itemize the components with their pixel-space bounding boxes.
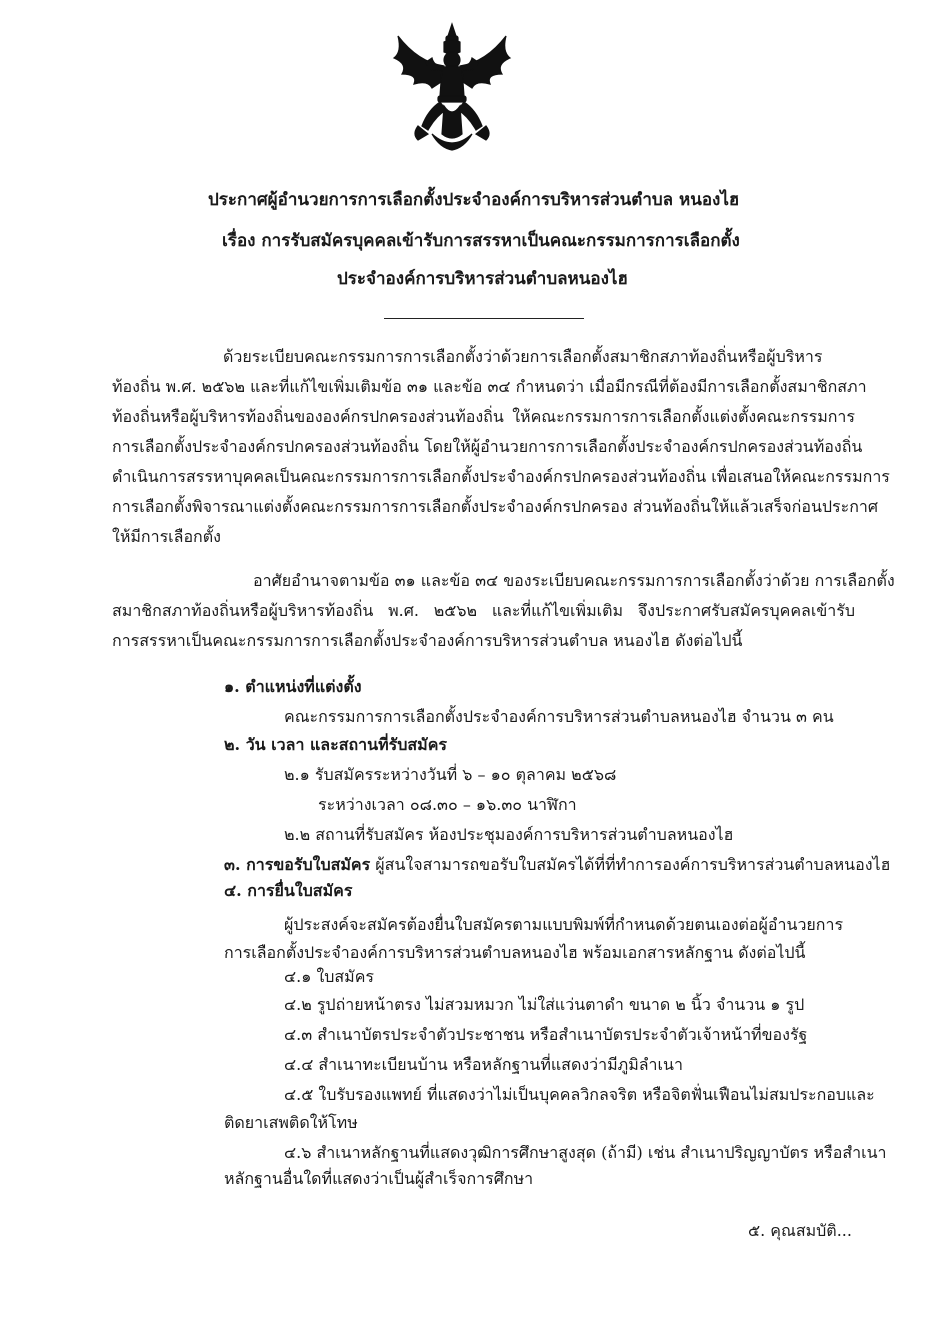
announcement-title: ประกาศผู้อำนวยการการเลือกตั้งประจำองค์การบริหารส่วนตำบล หนองไฮ — [208, 190, 740, 210]
title-divider — [384, 318, 584, 319]
para1-line: การเลือกตั้งพิจารณาแต่งตั้งคณะกรรมการการเลือกตั้งประจำองค์กรปกครอง ส่วนท้องถิ่นให้แล้วเสร็จก่อนประกาศ — [112, 497, 879, 516]
section2-heading: ๒. วัน เวลา และสถานที่รับสมัคร — [224, 735, 447, 754]
section4-item: ๔.๒ รูปถ่ายหน้าตรง ไม่สวมหมวก ไม่ใส่แว่นตาดำ ขนาด ๒ นิ้ว จำนวน ๑ รูป — [284, 995, 805, 1014]
section4-item: ๔.๑ ใบสมัคร — [284, 967, 375, 986]
para1-line: การเลือกตั้งประจำองค์กรปกครองส่วนท้องถิ่น โดยให้ผู้อำนวยการการเลือกตั้งประจำองค์กรปกครองส่วนท้องถิ่น — [112, 437, 863, 456]
para2-line: อาศัยอำนาจตามข้อ ๓๑ และข้อ ๓๔ ของระเบียบคณะกรรมการการเลือกตั้งว่าด้วย การเลือกตั้ง — [253, 571, 895, 590]
section4-item5-cont: ติดยาเสพติดให้โทษ — [224, 1113, 358, 1132]
para1-line: ท้องถิ่นหรือผู้บริหารท้องถิ่นขององค์กรปกครองส่วนท้องถิ่น ให้คณะกรรมการการเลือกตั้งแต่งตั้งคณะกรรมการ — [112, 407, 855, 426]
announcement-subject: เรื่อง การรับสมัครบุคคลเข้ารับการสรรหาเป็นคณะกรรมการการเลือกตั้ง — [222, 231, 740, 251]
section3-heading: ๓. การขอรับใบสมัคร — [224, 855, 371, 874]
section3-body: ผู้สนใจสามารถขอรับใบสมัครได้ที่ที่ทำการองค์การบริหารส่วนตำบลหนองไฮ — [370, 855, 891, 874]
para1-line: ให้มีการเลือกตั้ง — [112, 527, 221, 546]
section4-item5: ๔.๕ ใบรับรองแพทย์ ที่แสดงว่าไม่เป็นบุคคลวิกลจริต หรือจิตฟั่นเฟือนไม่สมประกอบและ — [284, 1085, 875, 1104]
section4-item6: ๔.๖ สำเนาหลักฐานที่แสดงวุฒิการศึกษาสูงสุด (ถ้ามี) เช่น สำเนาปริญญาบัตร หรือสำเนา — [284, 1143, 887, 1162]
section4-item: ๔.๔ สำเนาทะเบียนบ้าน หรือหลักฐานที่แสดงว่ามีภูมิลำเนา — [284, 1055, 683, 1074]
para2-line: สมาชิกสภาท้องถิ่นหรือผู้บริหารท้องถิ่น พ.ศ. ๒๕๖๒ และที่แก้ไขเพิ่มเติม จึงประกาศรับสมัครบุคคลเข้ารับ — [112, 601, 855, 620]
section2-item2: ๒.๒ สถานที่รับสมัคร ห้องประชุมองค์การบริหารส่วนตำบลหนองไฮ — [284, 825, 734, 844]
announcement-subject-cont: ประจำองค์การบริหารส่วนตำบลหนองไฮ — [337, 269, 628, 289]
section2-item1-time: ระหว่างเวลา ๐๘.๓๐ – ๑๖.๓๐ นาฬิกา — [318, 795, 577, 814]
section4-item: ๔.๓ สำเนาบัตรประจำตัวประชาชน หรือสำเนาบัตรประจำตัวเจ้าหน้าที่ของรัฐ — [284, 1025, 808, 1044]
section1-body: คณะกรรมการการเลือกตั้งประจำองค์การบริหารส่วนตำบลหนองไฮ จำนวน ๓ คน — [284, 707, 834, 726]
garuda-emblem-icon — [388, 22, 516, 154]
section4-item6-cont: หลักฐานอื่นใดที่แสดงว่าเป็นผู้สำเร็จการศึกษา — [224, 1169, 534, 1188]
section1-heading: ๑. ตำแหน่งที่แต่งตั้ง — [224, 677, 362, 696]
para2-line: การสรรหาเป็นคณะกรรมการการเลือกตั้งประจำองค์การบริหารส่วนตำบล หนองไฮ ดังต่อไปนี้ — [112, 631, 743, 650]
para1-line: ท้องถิ่น พ.ศ. ๒๕๖๒ และที่แก้ไขเพิ่มเติมข้อ ๓๑ และข้อ ๓๔ กำหนดว่า เมื่อมีกรณีที่ต้องมีการเลือกตั้งสมาชิกสภา — [112, 377, 867, 396]
continued-marker: ๕. คุณสมบัติ... — [748, 1221, 852, 1240]
para1-line: ด้วยระเบียบคณะกรรมการการเลือกตั้งว่าด้วยการเลือกตั้งสมาชิกสภาท้องถิ่นหรือผู้บริหาร — [223, 347, 823, 366]
section4-heading: ๔. การยื่นใบสมัคร — [224, 881, 353, 900]
section4-intro: ผู้ประสงค์จะสมัครต้องยื่นใบสมัครตามแบบพิมพ์ที่กำหนดด้วยตนเองต่อผู้อำนวยการ — [284, 915, 844, 934]
section2-item1: ๒.๑ รับสมัครระหว่างวันที่ ๖ – ๑๐ ตุลาคม ๒๕๖๘ — [284, 765, 617, 784]
section4-intro-cont: การเลือกตั้งประจำองค์การบริหารส่วนตำบลหนองไฮ พร้อมเอกสารหลักฐาน ดังต่อไปนี้ — [224, 943, 806, 962]
para1-line: ดำเนินการสรรหาบุคคลเป็นคณะกรรมการการเลือกตั้งประจำองค์กรปกครองส่วนท้องถิ่น เพื่อเสนอให้คณะกรรมการ — [112, 467, 890, 486]
section3-line — [224, 854, 890, 876]
